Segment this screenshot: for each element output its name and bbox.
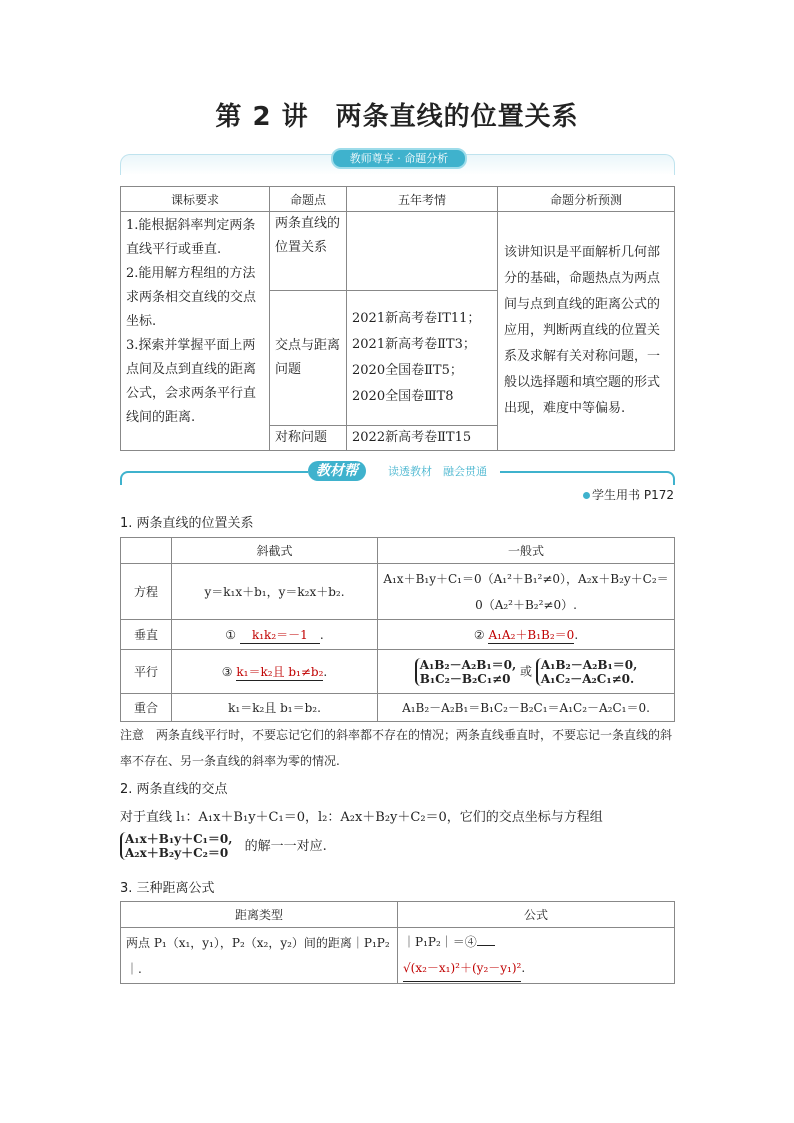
requirement-item: 1.能根据斜率判定两条直线平行或垂直. <box>126 218 256 257</box>
forecast-cell: 该讲知识是平面解析几何部分的基础，命题热点为两点间与点到直线的距离公式的应用，判断两直线的位置关系及求解有关对称问题，一般以选择题和填空题的形式出现，难度中等偏易. <box>498 212 675 451</box>
textbook-banner-label: 教材帮 <box>308 461 366 481</box>
slope-equation: y＝k₁x＋b₁，y＝k₂x＋b₂. <box>172 564 378 620</box>
exam-cell: 2022新高考卷ⅡT15 <box>347 426 498 451</box>
textbook-banner-sub: 读透教材 融会贯通 <box>388 465 487 478</box>
parallel-slope: ③ k₁＝k₂且 b₁≠b₂. <box>172 650 378 694</box>
requirements-cell <box>121 212 270 451</box>
header-points: 命题点 <box>270 187 347 212</box>
exam-cell <box>347 212 498 291</box>
header-forecast: 命题分析预测 <box>498 187 675 212</box>
point-cell: 对称问题 <box>270 426 347 451</box>
teacher-banner-label: 教师尊享 · 命题分析 <box>331 148 467 169</box>
equation-system: A₁B₂－A₂B₁＝0, A₁C₂－A₂C₁≠0. <box>536 658 637 686</box>
row-label: 垂直 <box>121 620 172 650</box>
point-cell: 两条直线的位置关系 <box>270 212 347 291</box>
textbook-banner <box>120 459 675 485</box>
perpendicular-general: ② A₁A₂＋B₁B₂＝0. <box>378 620 675 650</box>
header-exams: 五年考情 <box>347 187 498 212</box>
header-empty <box>121 538 172 564</box>
coincide-slope: k₁＝k₂且 b₁＝b₂. <box>172 694 378 722</box>
perpendicular-slope: ① k₁k₂＝－1 . <box>172 620 378 650</box>
distance-formula: ｜P₁P₂｜＝④ √(x₂－x₁)²＋(y₂－y₁)². <box>398 928 675 984</box>
general-equation: A₁x＋B₁y＋C₁＝0（A₁²＋B₁²≠0），A₂x＋B₂y＋C₂＝0（A₂²＋B₂²≠0）. <box>378 564 675 620</box>
answer-blank: k₁k₂＝－1 <box>240 626 320 644</box>
row-label: 平行 <box>121 650 172 694</box>
student-book-ref: 学生用书 P172 <box>583 486 674 503</box>
banner-tag <box>308 459 500 483</box>
answer-blank: √(x₂－x₁)²＋(y₂－y₁)² <box>403 955 521 982</box>
intersection-text: 对于直线 l₁：A₁x＋B₁y＋C₁＝0，l₂：A₂x＋B₂y＋C₂＝0，它们的交点坐标与方程组 <box>120 810 603 825</box>
distance-type: 两点 P₁（x₁，y₁），P₂（x₂，y₂）间的距离｜P₁P₂｜. <box>121 928 398 984</box>
requirement-item: 3.探索并掌握平面上两点间及点到直线的距离公式，会求两条平行直线间的距离. <box>126 338 257 425</box>
answer-blank: k₁＝k₂且 b₁≠b₂ <box>236 664 324 679</box>
teacher-banner <box>120 148 675 178</box>
page-title: 第 2 讲 两条直线的位置关系 <box>215 102 579 132</box>
distance-table <box>120 901 675 984</box>
equation-system: A₁x＋B₁y＋C₁＝0, A₂x＋B₂y＋C₂＝0 <box>120 832 232 860</box>
equation-system: A₁B₂－A₂B₁＝0, B₁C₂－B₂C₁≠0 <box>415 658 516 686</box>
bullet-icon <box>583 492 590 499</box>
intersection-system: A₁x＋B₁y＋C₁＝0, A₂x＋B₂y＋C₂＝0 的解一一对应. <box>120 832 327 860</box>
header-slope: 斜截式 <box>172 538 378 564</box>
header-type: 距离类型 <box>121 902 398 928</box>
syllabus-table <box>120 186 675 451</box>
answer-blank: A₁A₂＋B₁B₂＝0 <box>488 627 575 642</box>
requirement-item: 2.能用解方程组的方法求两条相交直线的交点坐标. <box>126 266 257 329</box>
header-general: 一般式 <box>378 538 675 564</box>
section-heading-3: 3. 三种距离公式 <box>120 881 215 896</box>
header-requirements: 课标要求 <box>121 187 270 212</box>
section-heading-1: 1. 两条直线的位置关系 <box>120 516 254 531</box>
point-cell: 交点与距离问题 <box>270 291 347 426</box>
note-text: 注意 两条直线平行时，不要忘记它们的斜率都不存在的情况；两条直线垂直时，不要忘记一条直线的斜率不存在、另一条直线的斜率为零的情况. <box>120 728 673 768</box>
position-table <box>120 537 675 722</box>
parallel-general: A₁B₂－A₂B₁＝0, B₁C₂－B₂C₁≠0 或 A₁B₂－A₂B₁＝0, A₁C₂－A₂C₁≠0. <box>378 650 675 694</box>
row-label: 重合 <box>121 694 172 722</box>
coincide-general: A₁B₂－A₂B₁＝B₁C₂－B₂C₁＝A₁C₂－A₂C₁＝0. <box>378 694 675 722</box>
header-formula: 公式 <box>398 902 675 928</box>
section-heading-2: 2. 两条直线的交点 <box>120 782 228 797</box>
exam-cell: 2021新高考卷ⅠT11；2021新高考卷ⅡT3；2020全国卷ⅡT5；2020全国卷ⅢT8 <box>347 291 498 426</box>
row-label: 方程 <box>121 564 172 620</box>
